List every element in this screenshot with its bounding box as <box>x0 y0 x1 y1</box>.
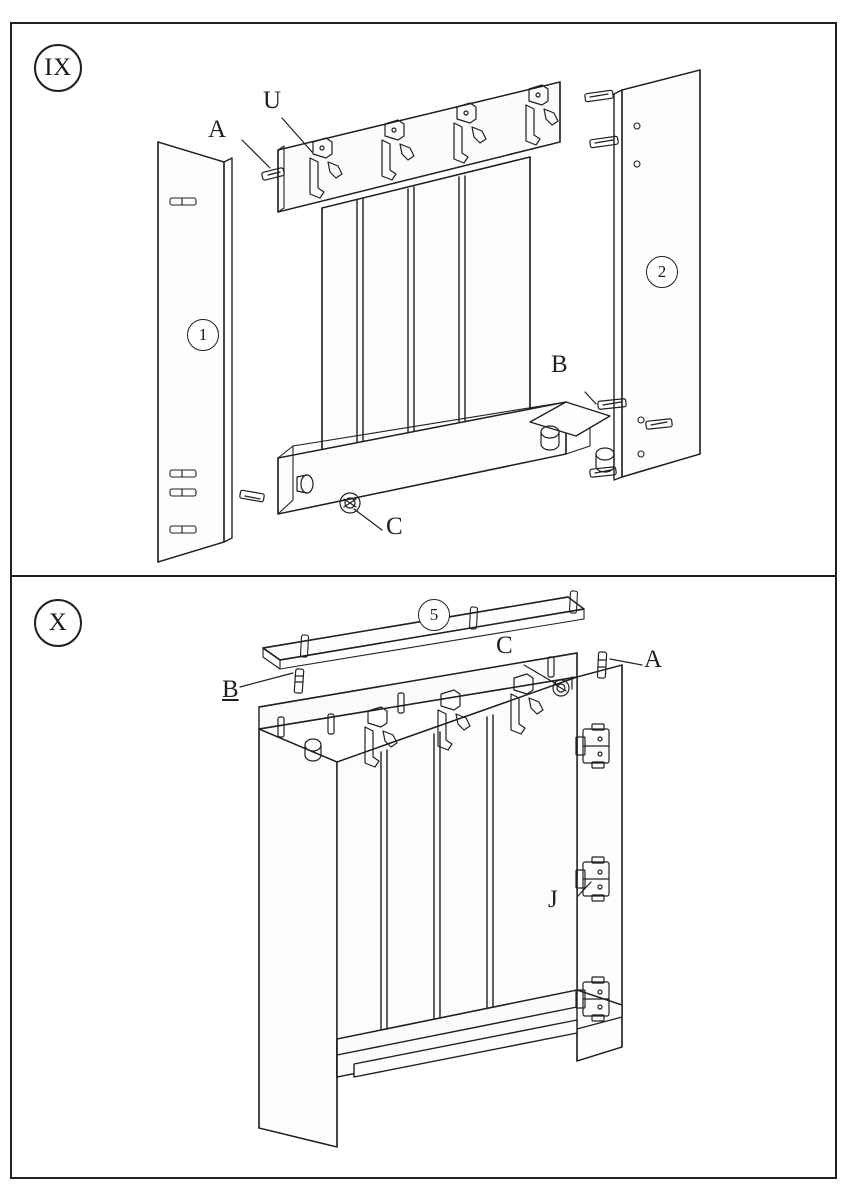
step-x-illustration <box>10 577 837 1179</box>
part-number-5: 5 <box>418 599 450 631</box>
screw-top-right-1 <box>585 90 614 102</box>
label-c-x: C <box>496 632 513 659</box>
label-b-ix: B <box>551 351 568 378</box>
label-u-ix: U <box>263 87 282 114</box>
label-a-ix: A <box>208 116 227 143</box>
assembled-unit <box>259 653 622 1147</box>
label-c-ix: C <box>386 513 403 540</box>
screw-b-x <box>294 669 304 693</box>
left-side-panel <box>158 142 232 562</box>
step-panel-ix <box>10 22 837 577</box>
step-badge-x: X <box>34 599 82 647</box>
label-b-x: B <box>222 676 239 703</box>
screw-right-bottom <box>590 467 617 478</box>
step-ix-illustration <box>10 22 837 577</box>
screw-left-lower <box>239 490 264 502</box>
part-number-1: 1 <box>187 319 219 351</box>
step-panel-x <box>10 577 837 1179</box>
label-a-x: A <box>644 646 663 673</box>
label-j-x: J <box>548 886 558 913</box>
part-number-2: 2 <box>646 256 678 288</box>
step-badge-ix: IX <box>34 44 82 92</box>
